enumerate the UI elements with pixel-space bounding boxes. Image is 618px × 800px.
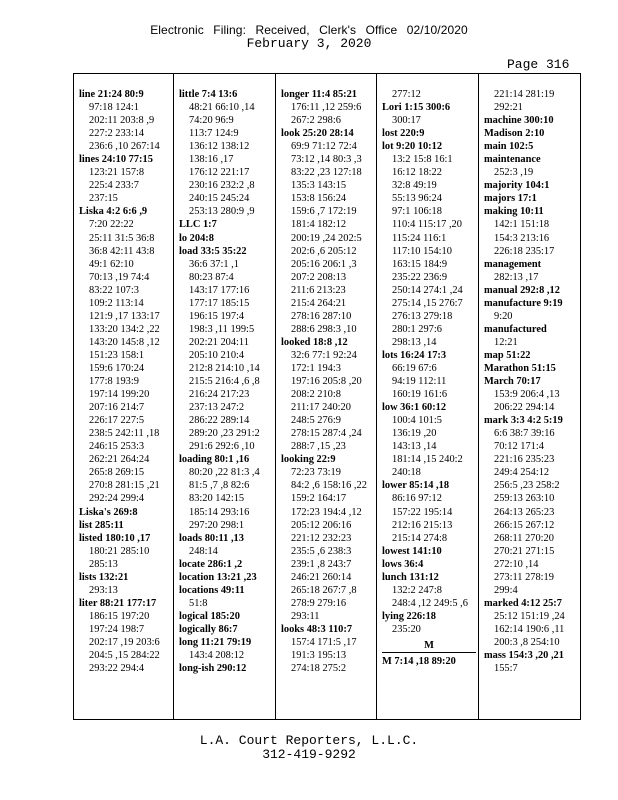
index-entry: lists 132:21 — [79, 571, 129, 583]
index-subline: 48:21 66:10 ,14 — [189, 102, 255, 114]
index-entry: lying 226:18 — [382, 610, 436, 622]
index-subline: 143:17 177:16 — [189, 284, 250, 296]
index-subline: 13:2 15:8 16:1 — [392, 154, 453, 166]
index-entry: low 36:1 60:12 — [382, 402, 447, 414]
index-entry: mass 154:3 ,20 ,21 — [484, 650, 564, 662]
index-subline: 286:22 289:14 — [189, 415, 250, 427]
index-subline: 293:22 294:4 — [89, 663, 145, 675]
index-entry: Liska's 269:8 — [79, 506, 138, 518]
index-entry: loading 80:1 ,16 — [179, 454, 250, 466]
index-subline: 205:16 206:1 ,3 — [291, 258, 357, 270]
index-subline: 268:11 270:20 — [494, 532, 554, 544]
index-subline: 227:2 233:14 — [89, 128, 145, 140]
index-subline: 298:13 ,14 — [392, 336, 437, 348]
index-subline: 143:20 145:8 ,12 — [89, 336, 160, 348]
index-subline: 256:5 ,23 258:2 — [494, 480, 560, 492]
filing-date: February 3, 2020 — [246, 36, 372, 51]
index-subline: 151:23 158:1 — [89, 349, 145, 361]
index-subline: 246:15 253:3 — [89, 441, 145, 453]
index-subline: 197:16 205:8 ,20 — [291, 376, 362, 388]
index-subline: 25:12 151:19 ,24 — [494, 610, 565, 622]
index-subline: 180:21 285:10 — [89, 545, 150, 557]
index-box — [73, 73, 581, 720]
reporter-phone: 312-419-9292 — [262, 747, 356, 762]
index-entry: lows 36:4 — [382, 558, 424, 570]
index-subline: 288:7 ,15 ,23 — [291, 441, 346, 453]
index-subline: 176:11 ,12 259:6 — [291, 102, 362, 114]
index-subline: 246:21 260:14 — [291, 571, 352, 583]
index-subline: 278:9 279:16 — [291, 597, 347, 609]
index-subline: 197:14 199:20 — [89, 389, 150, 401]
index-entry: locations 49:11 — [179, 584, 245, 596]
index-subline: 211:17 240:20 — [291, 402, 351, 414]
index-entry: lots 16:24 17:3 — [382, 349, 447, 361]
index-subline: 69:9 71:12 72:4 — [291, 141, 357, 153]
index-column-1 — [79, 88, 171, 675]
index-entry: loads 80:11 ,13 — [179, 532, 244, 544]
index-subline: 135:3 143:15 — [291, 180, 347, 192]
index-subline: 83:22 107:3 — [89, 284, 139, 296]
index-subline: 70:12 171:4 — [494, 441, 544, 453]
index-entry: Madison 2:10 — [484, 128, 545, 140]
index-subline: 230:16 232:2 ,8 — [189, 180, 255, 192]
index-subline: 80:20 ,22 81:3 ,4 — [189, 467, 260, 479]
index-entry: lo 204:8 — [179, 232, 214, 244]
index-entry: M 7:14 ,18 89:20 — [382, 655, 456, 667]
index-subline: 200:3 ,8 254:10 — [494, 636, 560, 648]
index-subline: 97:1 106:18 — [392, 206, 442, 218]
index-entry: line 21:24 80:9 — [79, 89, 144, 100]
index-subline: 235:5 ,6 238:3 — [291, 545, 352, 557]
index-entry: Liska 4:2 6:6 ,9 — [79, 206, 148, 218]
index-subline: 202:17 ,19 203:6 — [89, 636, 160, 648]
index-subline: 202:21 204:11 — [189, 336, 249, 348]
index-subline: 160:19 161:6 — [392, 389, 448, 401]
index-subline: 181:4 182:12 — [291, 219, 347, 231]
index-subline: 94:19 112:11 — [392, 376, 447, 388]
index-entry: majority 104:1 — [484, 180, 550, 192]
index-subline: 154:3 213:16 — [494, 232, 550, 244]
index-subline: 237:13 247:2 — [189, 402, 245, 414]
index-entry: maintenance — [484, 154, 541, 166]
index-subline: 216:24 217:23 — [189, 389, 250, 401]
index-entry: map 51:22 — [484, 349, 531, 361]
index-entry: March 70:17 — [484, 376, 541, 388]
index-subline: 132:2 247:8 — [392, 584, 442, 596]
index-subline: 109:2 113:14 — [89, 297, 144, 309]
index-subline: 115:24 116:1 — [392, 232, 447, 244]
index-subline: 249:4 254:12 — [494, 467, 550, 479]
index-subline: 297:20 298:1 — [189, 519, 245, 531]
index-subline: 200:19 ,24 202:5 — [291, 232, 362, 244]
index-entry: looking 22:9 — [281, 454, 336, 466]
index-subline: 186:15 197:20 — [89, 610, 150, 622]
index-subline: 265:18 267:7 ,8 — [291, 584, 357, 596]
index-entry: machine 300:10 — [484, 115, 554, 127]
index-subline: 274:18 275:2 — [291, 663, 347, 675]
index-subline: 212:8 214:10 ,14 — [189, 362, 260, 374]
index-subline: 291:6 292:6 ,10 — [189, 441, 255, 453]
index-entry: making 10:11 — [484, 206, 544, 218]
index-subline: 143:4 208:12 — [189, 650, 245, 662]
index-subline: 133:20 134:2 ,22 — [89, 323, 160, 335]
index-subline: 163:15 184:9 — [392, 258, 448, 270]
index-subline: 293:13 — [89, 584, 118, 596]
index-subline: 265:8 269:15 — [89, 467, 145, 479]
column-divider — [376, 74, 377, 719]
index-subline: 70:13 ,19 74:4 — [89, 271, 150, 283]
index-entry: long-ish 290:12 — [179, 663, 247, 675]
filing-stamp: Electronic Filing: Received, Clerk's Office 02/10/2020 — [150, 23, 468, 37]
index-entry: marked 4:12 25:7 — [484, 597, 562, 609]
index-subline: 153:8 156:24 — [291, 193, 347, 205]
index-subline: 204:5 ,15 284:22 — [89, 650, 160, 662]
index-subline: 84:2 ,6 158:16 ,22 — [291, 480, 367, 492]
index-subline: 262:21 264:24 — [89, 454, 150, 466]
index-subline: 226:18 235:17 — [494, 245, 555, 257]
index-subline: 270:21 271:15 — [494, 545, 555, 557]
index-subline: 237:15 — [89, 193, 118, 205]
index-subline: 270:8 281:15 ,21 — [89, 480, 160, 492]
index-subline: 81:5 ,7 ,8 82:6 — [189, 480, 250, 492]
reporter-name: L.A. Court Reporters, L.L.C. — [199, 733, 419, 748]
index-entry: lines 24:10 77:15 — [79, 154, 153, 166]
column-divider — [275, 74, 276, 719]
index-subline: 235:22 236:9 — [392, 271, 448, 283]
index-subline: 285:13 — [89, 558, 118, 570]
index-subline: 86:16 97:12 — [392, 493, 442, 505]
index-subline: 51:8 — [189, 597, 208, 609]
index-subline: 66:19 67:6 — [392, 362, 437, 374]
index-subline: 138:16 ,17 — [189, 154, 234, 166]
index-subline: 202:11 203:8 ,9 — [89, 115, 155, 127]
index-subline: 292:24 299:4 — [89, 493, 145, 505]
index-subline: 159:2 164:17 — [291, 493, 347, 505]
index-subline: 143:13 ,14 — [392, 441, 437, 453]
index-subline: 278:16 287:10 — [291, 310, 352, 322]
index-entry: load 33:5 35:22 — [179, 245, 247, 257]
index-subline: 221:12 232:23 — [291, 532, 352, 544]
index-subline: 73:12 ,14 80:3 ,3 — [291, 154, 362, 166]
index-subline: 153:9 206:4 ,13 — [494, 389, 560, 401]
index-column-2 — [179, 88, 273, 675]
index-subline: 110:4 115:17 ,20 — [392, 219, 462, 231]
index-subline: 113:7 124:9 — [189, 128, 239, 140]
index-entry: list 285:11 — [79, 519, 124, 531]
index-subline: 276:13 279:18 — [392, 310, 453, 322]
index-entry: logically 86:7 — [179, 623, 238, 635]
index-subline: 248:5 276:9 — [291, 415, 341, 427]
index-subline: 16:12 18:22 — [392, 167, 442, 179]
index-entry: LLC 1:7 — [179, 219, 217, 231]
index-subline: 300:17 — [392, 115, 421, 127]
index-subline: 83:22 ,23 127:18 — [291, 167, 362, 179]
index-subline: 36:8 42:11 43:8 — [89, 245, 155, 257]
index-subline: 221:16 235:23 — [494, 454, 555, 466]
index-entry: location 13:21 ,23 — [179, 571, 257, 583]
index-subline: 80:23 87:4 — [189, 271, 234, 283]
index-entry: look 25:20 28:14 — [281, 128, 354, 140]
index-subline: 235:20 — [392, 623, 421, 635]
index-subline: 36:6 37:1 ,1 — [189, 258, 239, 270]
index-subline: 162:14 190:6 ,11 — [494, 623, 565, 635]
index-subline: 83:20 142:15 — [189, 493, 245, 505]
index-entry: lower 85:14 ,18 — [382, 480, 450, 492]
index-subline: 177:8 193:9 — [89, 376, 139, 388]
index-subline: 226:17 227:5 — [89, 415, 145, 427]
index-subline: 177:17 185:15 — [189, 297, 250, 309]
index-entry: liter 88:21 177:17 — [79, 597, 157, 609]
section-letter: M — [382, 640, 476, 653]
page-number: Page 316 — [507, 57, 570, 72]
index-subline: 6:6 38:7 39:16 — [494, 428, 555, 440]
index-entry: logical 185:20 — [179, 610, 240, 622]
index-entry: longer 11:4 85:21 — [281, 89, 358, 100]
index-subline: 259:13 263:10 — [494, 493, 555, 505]
index-subline: 292:21 — [494, 102, 523, 114]
index-subline: 25:11 31:5 36:8 — [89, 232, 155, 244]
index-subline: 212:16 215:13 — [392, 519, 453, 531]
index-entry: manufactured — [484, 323, 547, 335]
index-subline: 206:22 294:14 — [494, 402, 555, 414]
index-subline: 275:14 ,15 276:7 — [392, 297, 463, 309]
index-entry: management — [484, 258, 542, 270]
index-subline: 74:20 96:9 — [189, 115, 234, 127]
index-subline: 221:14 281:19 — [494, 89, 555, 100]
index-subline: 159:6 170:24 — [89, 362, 145, 374]
index-entry: listed 180:10 ,17 — [79, 532, 151, 544]
index-subline: 248:14 — [189, 545, 218, 557]
index-subline: 121:9 ,17 133:17 — [89, 310, 160, 322]
index-entry: little 7:4 13:6 — [179, 89, 238, 100]
index-subline: 250:14 274:1 ,24 — [392, 284, 463, 296]
index-subline: 282:13 ,17 — [494, 271, 539, 283]
index-subline: 293:11 — [291, 610, 320, 622]
index-subline: 205:10 210:4 — [189, 349, 245, 361]
index-subline: 236:6 ,10 267:14 — [89, 141, 160, 153]
index-entry: long 11:21 79:19 — [179, 636, 252, 648]
index-subline: 49:1 62:10 — [89, 258, 134, 270]
index-subline: 72:23 73:19 — [291, 467, 341, 479]
index-subline: 208:2 210:8 — [291, 389, 341, 401]
index-subline: 97:18 124:1 — [89, 102, 139, 114]
index-entry: majors 17:1 — [484, 193, 537, 205]
index-entry: lunch 131:12 — [382, 571, 439, 583]
index-entry: looks 48:3 110:7 — [281, 623, 353, 635]
index-subline: 299:4 — [494, 584, 518, 596]
index-entry: lot 9:20 10:12 — [382, 141, 443, 153]
index-subline: 32:6 77:1 92:24 — [291, 349, 357, 361]
index-subline: 198:3 ,11 199:5 — [189, 323, 255, 335]
index-subline: 273:11 278:19 — [494, 571, 554, 583]
index-subline: 185:14 293:16 — [189, 506, 250, 518]
index-entry: mark 3:3 4:2 5:19 — [484, 415, 563, 427]
index-subline: 253:13 280:9 ,9 — [189, 206, 255, 218]
index-entry: lowest 141:10 — [382, 545, 442, 557]
index-subline: 9:20 — [494, 310, 513, 322]
index-entry: Lori 1:15 300:6 — [382, 102, 451, 114]
index-subline: 196:15 197:4 — [189, 310, 245, 322]
index-subline: 278:15 287:4 ,24 — [291, 428, 362, 440]
index-subline: 289:20 ,23 291:2 — [189, 428, 260, 440]
index-entry: locate 286:1 ,2 — [179, 558, 243, 570]
index-subline: 123:21 157:8 — [89, 167, 145, 179]
index-subline: 55:13 96:24 — [392, 193, 442, 205]
index-subline: 272:10 ,14 — [494, 558, 539, 570]
index-subline: 264:13 265:23 — [494, 506, 555, 518]
index-subline: 172:23 194:4 ,12 — [291, 506, 362, 518]
column-divider — [173, 74, 174, 719]
index-subline: 197:24 198:7 — [89, 623, 145, 635]
index-subline: 267:2 298:6 — [291, 115, 341, 127]
index-entry: main 102:5 — [484, 141, 534, 153]
index-column-4 — [382, 88, 476, 668]
index-subline: 155:7 — [494, 663, 518, 675]
index-subline: 176:12 221:17 — [189, 167, 250, 179]
index-subline: 172:1 194:3 — [291, 362, 341, 374]
index-subline: 202:6 ,6 205:12 — [291, 245, 357, 257]
index-subline: 280:1 297:6 — [392, 323, 442, 335]
index-subline: 277:12 — [392, 89, 421, 100]
index-entry: manufacture 9:19 — [484, 297, 563, 309]
index-subline: 136:12 138:12 — [189, 141, 250, 153]
index-subline: 12:21 — [494, 336, 518, 348]
index-subline: 7:20 22:22 — [89, 219, 134, 231]
index-entry: Marathon 51:15 — [484, 362, 556, 374]
index-subline: 181:14 ,15 240:2 — [392, 454, 463, 466]
index-subline: 157:22 195:14 — [392, 506, 453, 518]
index-entry: lost 220:9 — [382, 128, 425, 140]
index-column-3 — [281, 88, 374, 675]
index-subline: 252:3 ,19 — [494, 167, 534, 179]
index-subline: 215:4 264:21 — [291, 297, 347, 309]
index-subline: 240:18 — [392, 467, 421, 479]
index-subline: 248:4 ,12 249:5 ,6 — [392, 597, 468, 609]
index-subline: 136:19 ,20 — [392, 428, 437, 440]
index-subline: 225:4 233:7 — [89, 180, 139, 192]
index-subline: 238:5 242:11 ,18 — [89, 428, 160, 440]
column-divider — [478, 74, 479, 719]
index-subline: 207:16 214:7 — [89, 402, 145, 414]
index-subline: 100:4 101:5 — [392, 415, 442, 427]
index-subline: 239:1 ,8 243:7 — [291, 558, 352, 570]
index-subline: 157:4 171:5 ,17 — [291, 636, 357, 648]
index-subline: 211:6 213:23 — [291, 284, 346, 296]
index-entry: looked 18:8 ,12 — [281, 336, 348, 348]
index-subline: 142:1 151:18 — [494, 219, 550, 231]
index-subline: 266:15 267:12 — [494, 519, 555, 531]
index-subline: 205:12 206:16 — [291, 519, 352, 531]
index-subline: 32:8 49:19 — [392, 180, 437, 192]
index-subline: 159:6 ,7 172:19 — [291, 206, 357, 218]
index-subline: 215:14 274:8 — [392, 532, 448, 544]
index-subline: 240:15 245:24 — [189, 193, 250, 205]
index-subline: 191:3 195:13 — [291, 650, 347, 662]
index-column-5 — [484, 88, 578, 675]
index-subline: 215:5 216:4 ,6 ,8 — [189, 376, 260, 388]
index-subline: 207:2 208:13 — [291, 271, 347, 283]
index-entry: manual 292:8 ,12 — [484, 284, 560, 296]
index-subline: 288:6 298:3 ,10 — [291, 323, 357, 335]
index-subline: 117:10 154:10 — [392, 245, 452, 257]
